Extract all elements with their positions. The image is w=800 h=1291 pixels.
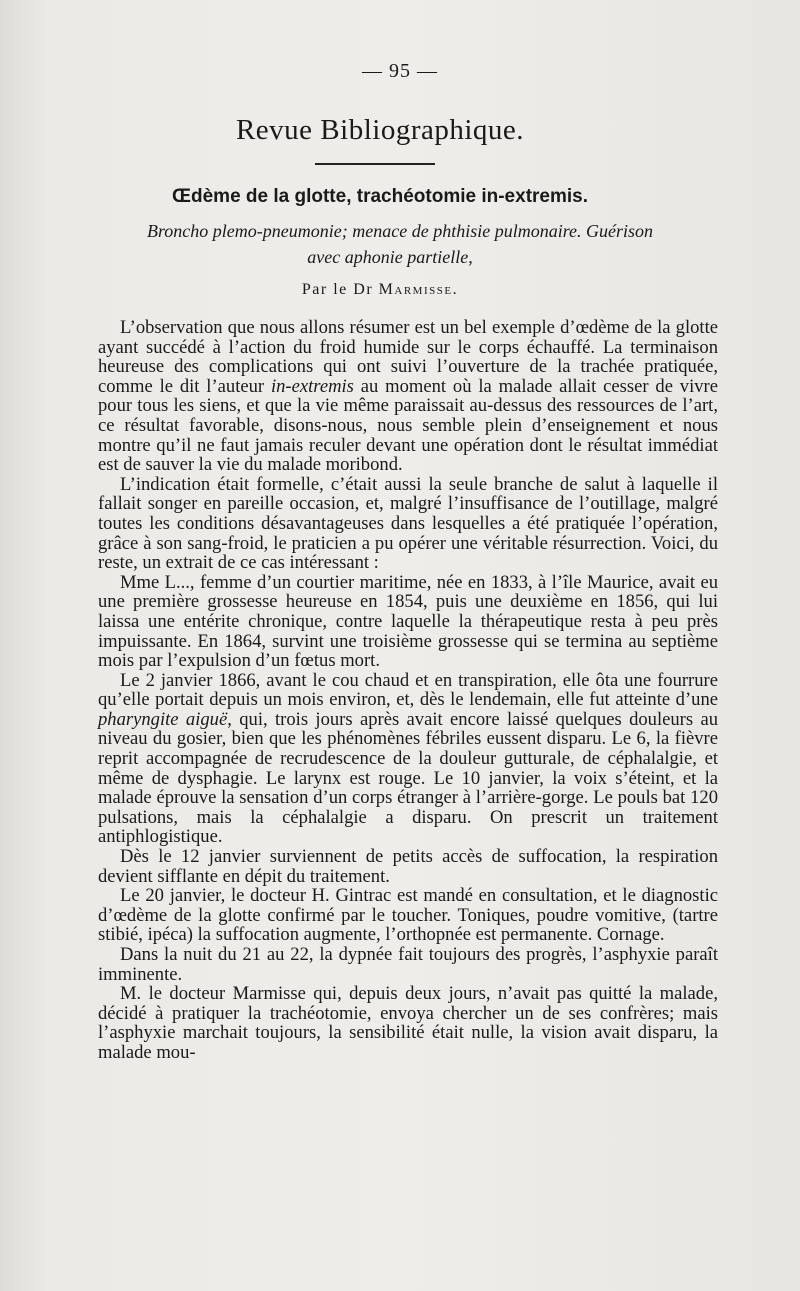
paragraph [98, 671, 718, 847]
article-subtitle-1: Broncho plemo-pneumonie; menace de phthisie pulmonaire. Guérison [146, 221, 654, 241]
paragraph-text: L’observation que nous allons résumer est un bel exemple d’œdème de la glotte ayant succédé à l’action du froid humide sur le corps échauffé. La terminaison heureuse des complications qui ont suivi l’ouverture de la trachée pratiquée, comme le dit l’auteur [98, 317, 718, 397]
paragraph [98, 945, 718, 984]
byline-prefix: Par le Dr [301, 281, 374, 298]
italic-text: in-extremis [270, 375, 354, 397]
paragraph-text: Le 20 janvier, le docteur H. Gintrac est mandé en consultation, et le diagnostic d’œdème de la glotte confirmé par le toucher. Toniques, poudre vomitive, (tartre stibié, ipéca) la suffocation augmente, l’orthopnée est permanente. Cornage. [98, 885, 718, 946]
article-body [98, 318, 718, 1063]
title-rule [315, 163, 435, 165]
paragraph [98, 984, 718, 1062]
paragraph-text: Dans la nuit du 21 au 22, la dypnée fait toujours des progrès, l’asphyxie paraît imminente. [98, 944, 718, 985]
paragraph [98, 475, 718, 573]
paragraph-text: , qui, trois jours après avait encore laissé quelques douleurs au niveau du gosier, bien que les phénomènes fébriles eussent disparu. Le 6, la fièvre reprit accompagnée de recrudescence de la douleur gutturale, de céphalalgie, et même de dysphagie. Le larynx est rouge. Le 10 janvier, la voix s’éteint, et la malade éprouve la sensation d’un corps étranger à l’arrière-gorge. Le pouls bat 120 pulsations, mais la céphalalgie a disparu. On prescrit un traitement antiphlogistique. [98, 708, 719, 848]
italic-text: pharyngite aiguë [98, 708, 228, 730]
paragraph-text: M. le docteur Marmisse qui, depuis deux jours, n’avait pas quitté la malade, décidé à pratiquer la trachéotomie, envoya chercher un de ses confrères; mais l’asphyxie marchait toujours, la sensibilité était nulle, la vision avait disparu, la malade mou- [98, 983, 718, 1063]
paragraph [98, 886, 718, 945]
page-number: — 95 — [362, 60, 438, 82]
paragraph-text: Dès le 12 janvier surviennent de petits accès de suffocation, la respiration devient sifflante en dépit du traitement. [98, 846, 718, 887]
paragraph [98, 573, 718, 671]
article-subtitle-2: avec aphonie partielle, [307, 247, 473, 267]
paragraph-text: au moment où la malade allait cesser de vivre pour tous les siens, et que la vie même paraissait au-dessus des ressources de l’art, ce résultat favorable, disons-nous, nous semble plein d’enseignement et nous montre qu’il ne faut jamais reculer devant une opération dont le résultat immédiat est de sauver la vie du malade moribond. [98, 375, 718, 476]
article-title: Œdème de la glotte, trachéotomie in-extremis. [172, 186, 588, 207]
paragraph-text: Le 2 janvier 1866, avant le cou chaud et en transpiration, elle ôta une fourrure qu’elle portait depuis un mois environ, et, dès le lendemain, elle fut atteinte d’une [98, 669, 718, 711]
paragraph [98, 847, 718, 886]
paragraph-text: L’indication était formelle, c’était aussi la seule branche de salut à laquelle il fallait songer en pareille occasion, et, malgré l’insuffisance de l’outillage, malgré toutes les conditions désavantageuses dans lesquelles a été pratiquée l’opération, grâce à son sang-froid, le praticien a pu opérer une véritable résurrection. Voici, du reste, un extrait de ce cas intéressant : [98, 473, 718, 574]
section-title: Revue Bibliographique. [235, 114, 525, 146]
paragraph [98, 318, 718, 475]
byline [0, 281, 760, 299]
author-name: Marmisse. [378, 281, 459, 298]
paragraph-text: Mme L..., femme d’un courtier maritime, née en 1833, à l’île Maurice, avait eu une première grossesse heureuse en 1854, puis une deuxième en 1856, qui lui laissa une entérite chronique, contre laquelle la thérapeutique resta à peu près impuissante. En 1864, survint une troisième grossesse qui se termina au septième mois par l’expulsion d’un fœtus mort. [98, 571, 718, 672]
